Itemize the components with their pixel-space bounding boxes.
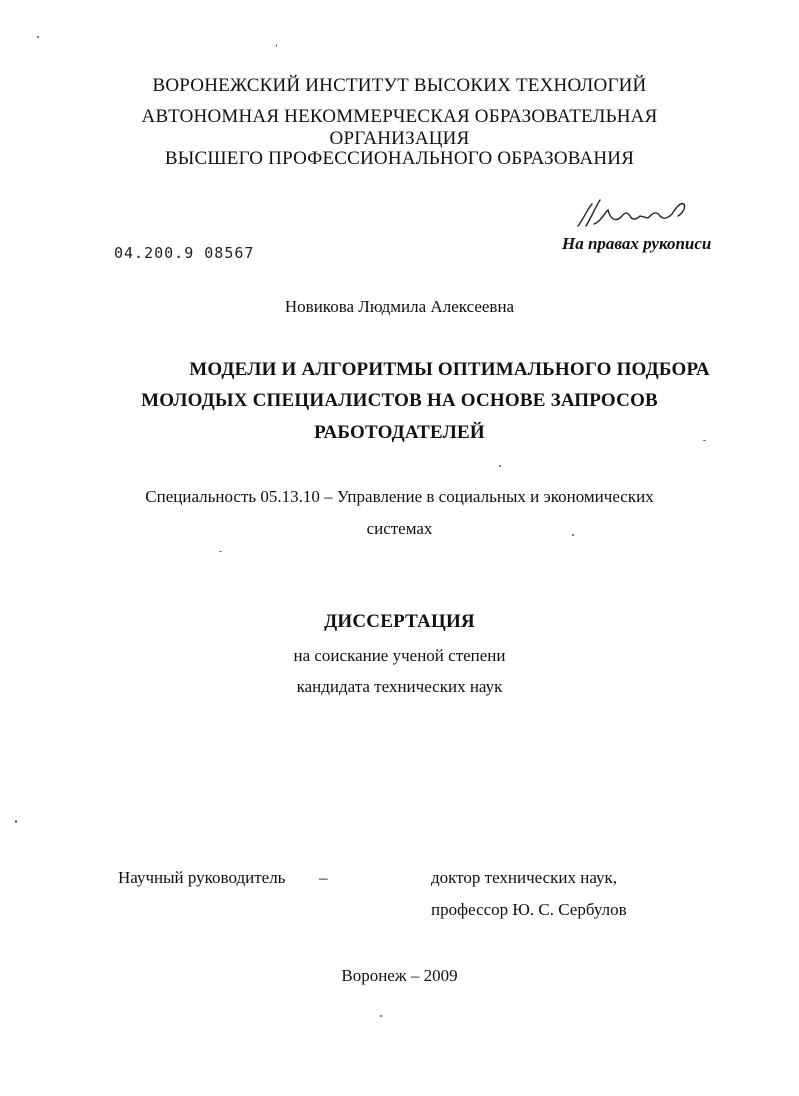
title-line-3: РАБОТОДАТЕЛЕЙ [314, 422, 485, 443]
supervisor-dash: – [319, 868, 328, 887]
supervisor-label: Научный руководитель [118, 868, 286, 887]
specialty-line-2: системах [366, 519, 433, 538]
institute-name: ВОРОНЕЖСКИЙ ИНСТИТУТ ВЫСОКИХ ТЕХНОЛОГИЙ [152, 75, 647, 96]
degree-line-2: кандидата технических наук [296, 677, 503, 696]
scan-speck [380, 1015, 382, 1017]
signature [574, 196, 694, 232]
title-line-2: МОЛОДЫХ СПЕЦИАЛИСТОВ НА ОСНОВЕ ЗАПРОСОВ [141, 390, 658, 411]
scan-speck [37, 36, 39, 38]
author-name: Новикова Людмила Алексеевна [284, 297, 515, 316]
place-year: Воронеж – 2009 [341, 966, 458, 985]
rights-note: На правах рукописи [562, 234, 712, 253]
scan-speck [572, 534, 574, 536]
scan-speck [276, 44, 277, 47]
degree-line-1: на соискание ученой степени [293, 646, 506, 665]
registration-code: 04.200.9 08567 [114, 244, 255, 262]
supervisor-degree: доктор технических наук, [431, 868, 618, 887]
dissertation-heading: ДИССЕРТАЦИЯ [324, 611, 475, 632]
scan-speck [15, 820, 17, 823]
scan-speck [219, 551, 222, 552]
title-line-1: МОДЕЛИ И АЛГОРИТМЫ ОПТИМАЛЬНОГО ПОДБОРА [189, 359, 710, 380]
institute-type: АВТОНОМНАЯ НЕКОММЕРЧЕСКАЯ ОБРАЗОВАТЕЛЬНАЯ [141, 106, 658, 127]
scan-speck [499, 465, 501, 467]
supervisor-name: профессор Ю. С. Сербулов [431, 900, 627, 919]
scan-speck [703, 440, 706, 441]
institute-level: ВЫСШЕГО ПРОФЕССИОНАЛЬНОГО ОБРАЗОВАНИЯ [164, 148, 635, 169]
institute-type-cont: ОРГАНИЗАЦИЯ [329, 128, 470, 149]
specialty-line-1: Специальность 05.13.10 – Управление в социальных и экономических [145, 487, 654, 506]
